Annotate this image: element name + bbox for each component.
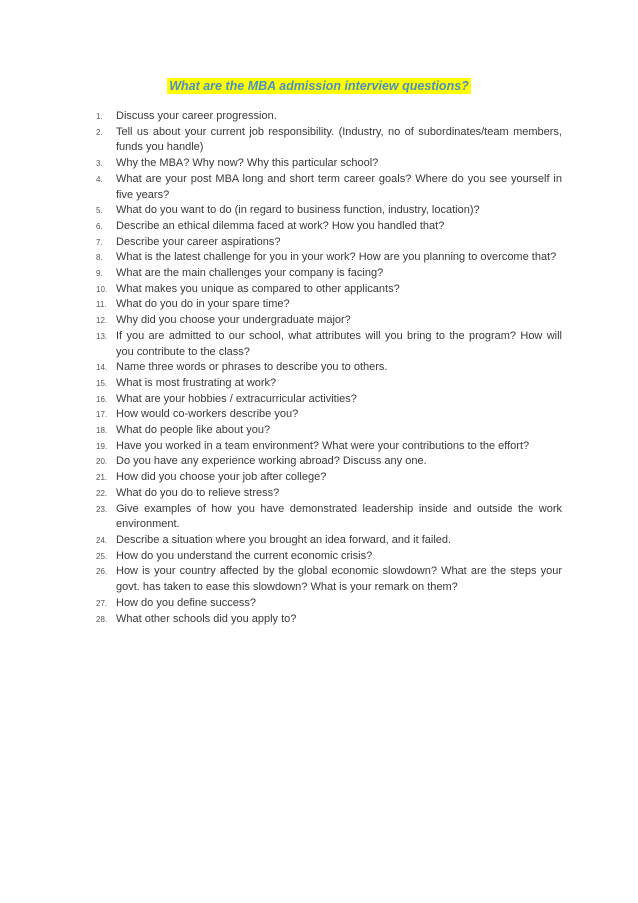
question-number: 23. [96, 504, 108, 514]
question-text: What are your post MBA long and short term career goals? Where do you see yourself in five years? [116, 172, 562, 201]
question-item [96, 219, 562, 235]
question-item [96, 235, 562, 251]
question-text: How did you choose your job after college? [116, 471, 327, 484]
question-number: 5. [96, 206, 103, 216]
question-text: Why did you choose your undergraduate major? [116, 314, 351, 327]
question-item [96, 360, 562, 376]
question-item [96, 172, 562, 203]
question-number: 7. [96, 237, 103, 247]
question-number: 3. [96, 159, 103, 169]
question-item [96, 407, 562, 423]
question-text: What is the latest challenge for you in your work? How are you planning to overcome that? [116, 251, 557, 264]
question-item [96, 376, 562, 392]
question-text: What is most frustrating at work? [116, 376, 277, 389]
question-text: Have you worked in a team environment? What were your contributions to the effort? [116, 439, 530, 452]
question-number: 13. [96, 331, 108, 341]
question-item [96, 250, 562, 266]
question-text: Tell us about your current job responsibility. (Industry, no of subordinates/team members, funds you handle) [116, 125, 562, 154]
question-text: How would co-workers describe you? [116, 408, 299, 421]
question-item [96, 439, 562, 455]
question-number: 17. [96, 410, 108, 420]
question-text: What do you want to do (in regard to business function, industry, location)? [116, 204, 480, 217]
question-text: Describe an ethical dilemma faced at work? How you handled that? [116, 219, 445, 232]
question-number: 27. [96, 598, 108, 608]
question-item [96, 596, 562, 612]
question-item [96, 329, 562, 360]
question-text: Describe your career aspirations? [116, 235, 281, 248]
question-text: Discuss your career progression. [116, 110, 277, 122]
question-number: 6. [96, 221, 103, 231]
question-number: 24. [96, 535, 108, 545]
question-number: 26. [96, 567, 108, 577]
question-number: 14. [96, 363, 108, 373]
question-number: 11. [96, 300, 107, 310]
question-number: 18. [96, 426, 108, 436]
question-item [96, 297, 562, 313]
question-text: What do you do in your spare time? [116, 298, 290, 311]
question-item [96, 125, 562, 156]
question-text: What makes you unique as compared to other applicants? [116, 282, 400, 295]
question-text: What do you do to relieve stress? [116, 486, 280, 499]
question-number: 10. [96, 284, 108, 294]
question-text: How is your country affected by the global economic slowdown? What are the steps your govt. has taken to ease this slowdown? What is your remark on them? [116, 565, 562, 594]
question-text: Give examples of how you have demonstrated leadership inside and outside the work environment. [116, 502, 562, 531]
question-number: 9. [96, 269, 103, 279]
question-text: Do you have any experience working abroad? Discuss any one. [116, 455, 427, 468]
question-number: 19. [96, 441, 108, 451]
question-item [96, 533, 562, 549]
question-number: 20. [96, 457, 108, 467]
question-item [96, 203, 562, 219]
question-item [96, 454, 562, 470]
question-number: 1. [96, 112, 103, 121]
question-item [96, 486, 562, 502]
question-list [96, 109, 562, 627]
question-number: 12. [96, 316, 108, 326]
question-item [96, 564, 562, 595]
question-number: 15. [96, 378, 108, 388]
question-number: 28. [96, 614, 108, 624]
question-text: Describe a situation where you brought an idea forward, and it failed. [116, 533, 452, 546]
question-number: 2. [96, 127, 103, 137]
question-text: What do people like about you? [116, 424, 271, 437]
question-item [96, 313, 562, 329]
question-text: Why the MBA? Why now? Why this particular school? [116, 157, 379, 170]
question-number: 25. [96, 551, 108, 561]
question-item [96, 502, 562, 533]
question-text: What other schools did you apply to? [116, 612, 297, 625]
question-item [96, 282, 562, 298]
question-number: 21. [96, 473, 108, 483]
question-number: 8. [96, 253, 103, 263]
title-container [0, 77, 638, 95]
question-text: If you are admitted to our school, what attributes will you bring to the program? How will you contribute to the class? [116, 329, 562, 358]
question-number: 22. [96, 488, 108, 498]
question-text: What are your hobbies / extracurricular activities? [116, 392, 357, 405]
question-item [96, 266, 562, 282]
question-text: How do you understand the current economic crisis? [116, 549, 373, 562]
question-number: 4. [96, 174, 103, 184]
question-item [96, 423, 562, 439]
page-title: What are the MBA admission interview questions? [169, 79, 469, 93]
question-item [96, 392, 562, 408]
question-item [96, 612, 562, 628]
question-item [96, 549, 562, 565]
question-item [96, 109, 562, 125]
question-number: 16. [96, 394, 108, 404]
question-item [96, 156, 562, 172]
question-item [96, 470, 562, 486]
question-text: Name three words or phrases to describe you to others. [116, 361, 388, 374]
question-text: What are the main challenges your company is facing? [116, 267, 384, 280]
question-text: How do you define success? [116, 596, 257, 609]
